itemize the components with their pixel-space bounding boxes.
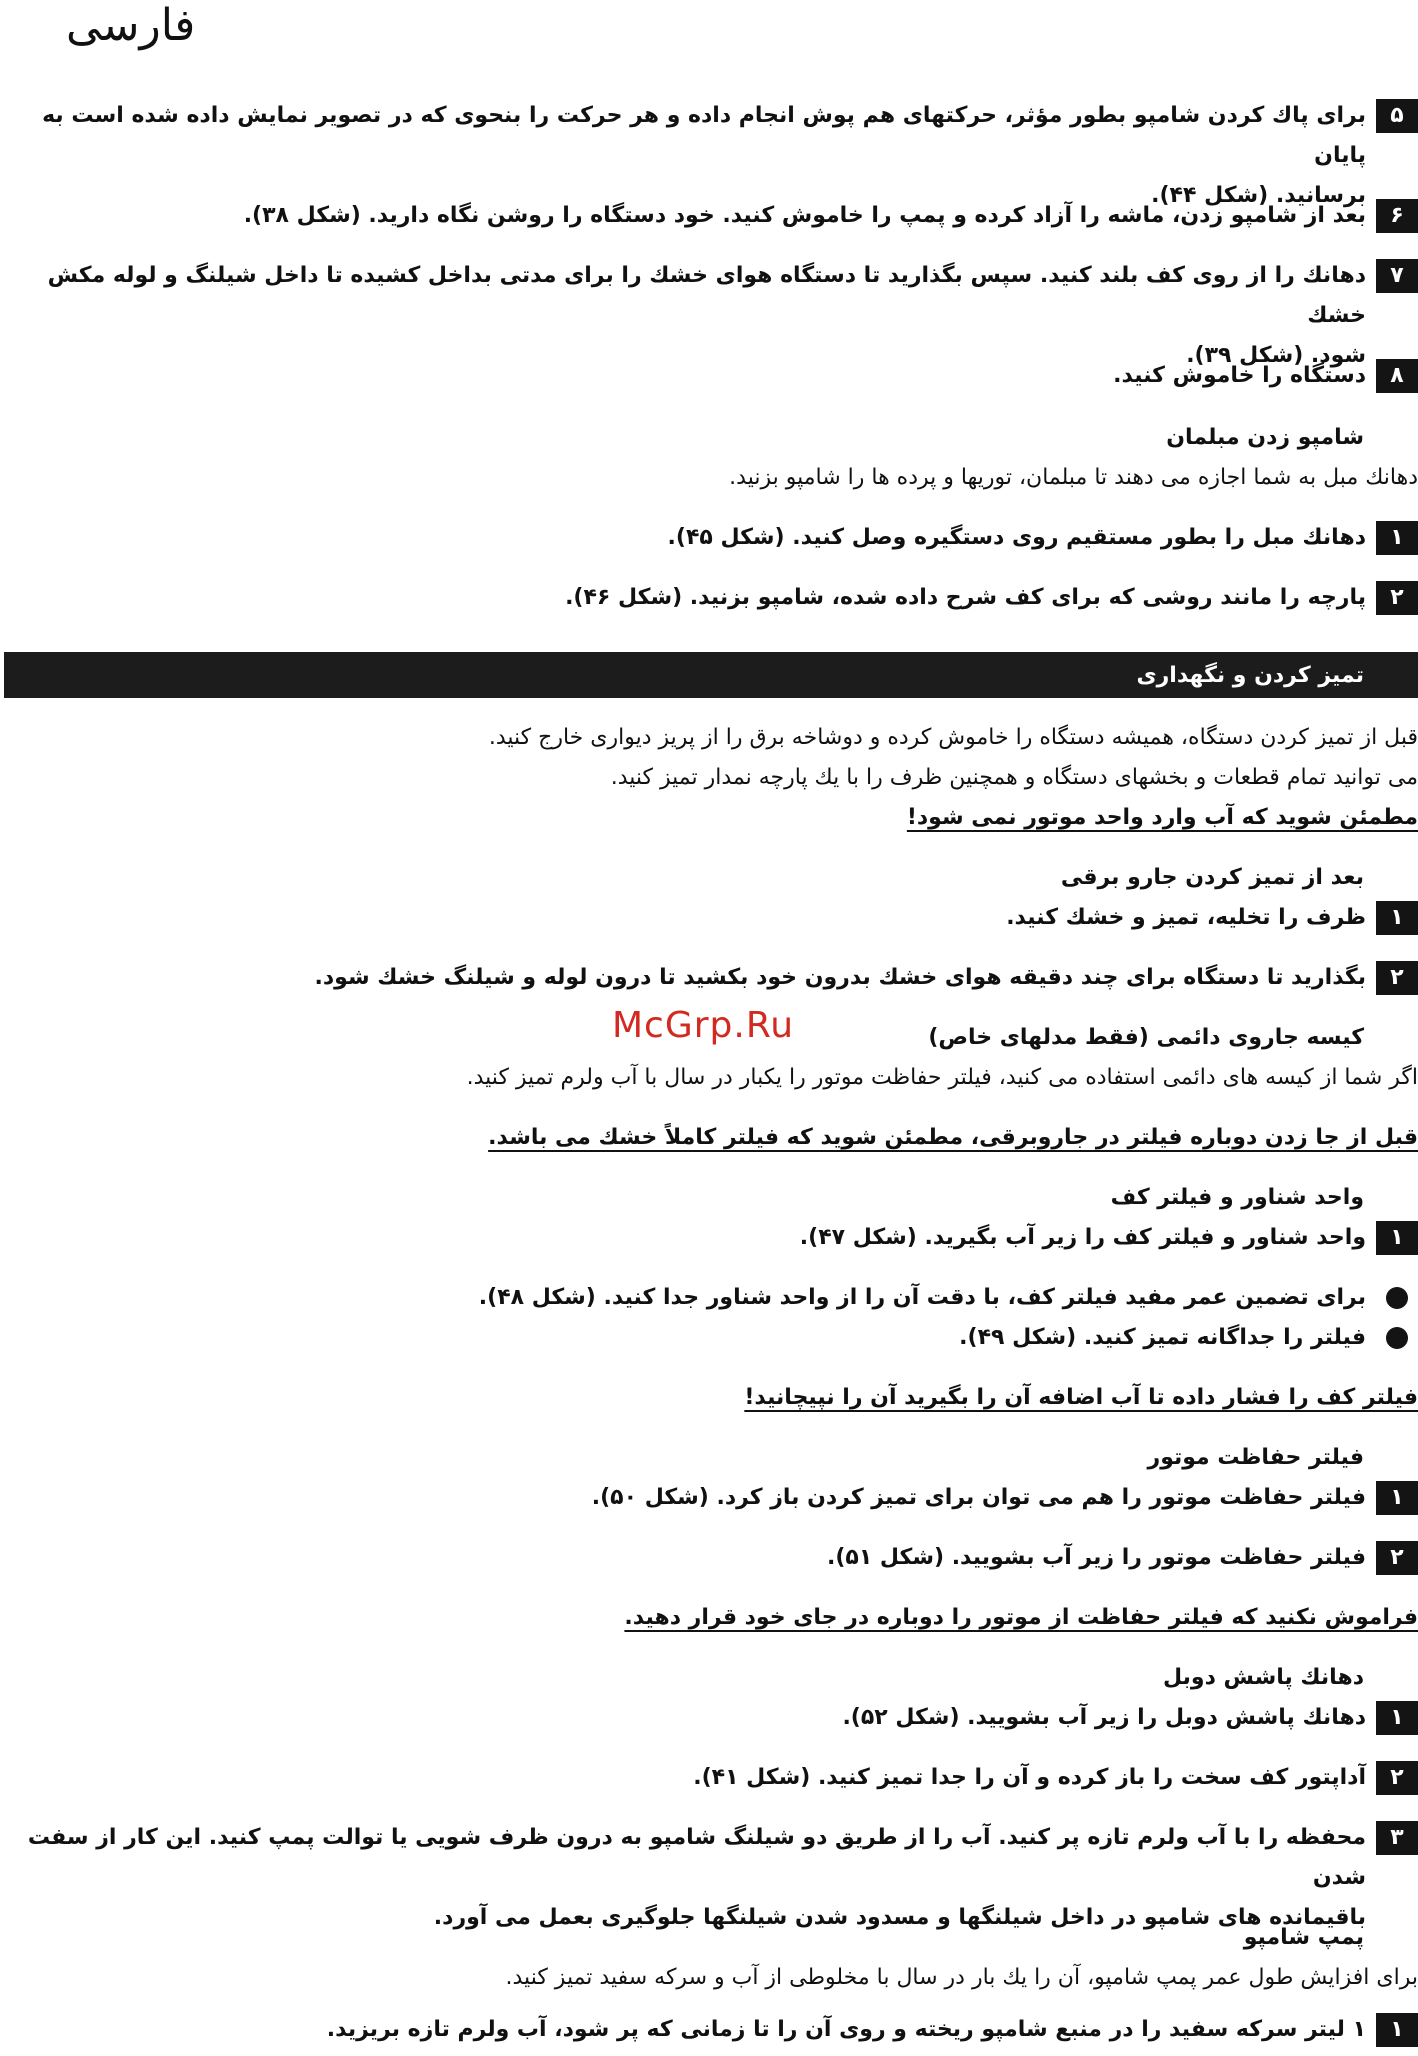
spray-nozzle-step-3 — [0, 1818, 1418, 1938]
step-number: ۵ — [1376, 99, 1418, 133]
step-number: ۱ — [1376, 1701, 1418, 1735]
furniture-title: شامپو زدن مبلمان — [1166, 425, 1364, 450]
step-text-line: محفظه را با آب ولرم تازه پر كنید. آب را از طریق دو شیلنگ شامپو به درون ظرف شویی یا توالت پمپ كنید. این كار از سفت شدن — [27, 1825, 1366, 1890]
step-number: ۱ — [1376, 521, 1418, 555]
step-number: ۲ — [1376, 581, 1418, 615]
step-number: ۲ — [1376, 1761, 1418, 1795]
furniture-step-2 — [0, 578, 1418, 618]
furniture-step-1 — [0, 518, 1418, 558]
step-text: آداپتور كف سخت را باز كرده و آن را جدا تمیز كنید. (شكل ۴۱). — [693, 1765, 1366, 1790]
permanent-bag-warning: قبل از جا زدن دوباره فیلتر در جاروبرقی، مطمئن شوید كه فیلتر كاملاً خشك می باشد. — [488, 1125, 1418, 1150]
step-text: دستگاه را خاموش كنید. — [1113, 363, 1366, 388]
step-number: ۱ — [1376, 901, 1418, 935]
float-unit-step-1 — [0, 1218, 1418, 1258]
step-text: دهانك پاشش دوبل را زیر آب بشویید. (شكل ۵۲). — [842, 1705, 1366, 1730]
step-8 — [0, 356, 1418, 396]
step-text-line: باقیمانده های شامپو در داخل شیلنگها و مسدود شدن شیلنگها جلوگیری بعمل می آورد. — [433, 1905, 1366, 1930]
step-number: ۲ — [1376, 1541, 1418, 1575]
float-unit-bullet-1 — [0, 1278, 1418, 1318]
step-text: فیلتر حفاظت موتور را هم می توان برای تمیز كردن باز كرد. (شكل ۵۰). — [591, 1485, 1366, 1510]
cleaning-intro-1: قبل از تمیز كردن دستگاه، همیشه دستگاه را خاموش كرده و دوشاخه برق را از پریز دیواری خارج كنید. — [488, 725, 1418, 750]
bullet-icon — [1386, 1327, 1408, 1349]
step-number: ۱ — [1376, 1481, 1418, 1515]
step-text: بعد از شامپو زدن، ماشه را آزاد كرده و پمپ را خاموش كنید. خود دستگاه را روشن نگاه دارید. (شكل ۳۸). — [243, 203, 1366, 228]
cleaning-intro-2: می توانید تمام قطعات و بخشهای دستگاه و همچنین ظرف را با یك پارچه نمدار تمیز كنید. — [610, 765, 1418, 790]
bullet-text: فیلتر را جداگانه تمیز كنید. (شكل ۴۹). — [959, 1325, 1366, 1350]
motor-filter-warning: فراموش نكنید كه فیلتر حفاظت از موتور را دوباره در جای خود قرار دهید. — [624, 1605, 1418, 1630]
step-text-line: دهانك را از روی كف بلند كنید. سپس بگذارید تا دستگاه هوای خشك را برای مدتی بداخل كشیده تا داخل شیلنگ و لوله مكش خشك — [47, 263, 1366, 328]
pump-step-1 — [0, 2010, 1418, 2050]
after-cleaning-title: بعد از تمیز كردن جارو برقی — [1060, 865, 1364, 890]
step-number: ۱ — [1376, 1221, 1418, 1255]
float-unit-title: واحد شناور و فیلتر كف — [1110, 1185, 1364, 1210]
step-text-line: برسانید. (شكل ۴۴). — [1151, 183, 1366, 208]
step-text-line: شود. (شكل ۳۹). — [1186, 343, 1366, 368]
after-cleaning-step-1 — [0, 898, 1418, 938]
motor-filter-step-1 — [0, 1478, 1418, 1518]
step-text: ظرف را تخلیه، تمیز و خشك كنید. — [1006, 905, 1366, 930]
step-number: ۷ — [1376, 259, 1418, 293]
pump-text: برای افزایش طول عمر پمپ شامپو، آن را یك بار در سال با مخلوطی از آب و سركه سفید تمیز كنید. — [505, 1965, 1418, 1990]
watermark: McGrp.Ru — [612, 1005, 795, 1046]
step-6 — [0, 196, 1418, 236]
pump-title: پمپ شامپو — [1243, 1925, 1364, 1950]
motor-filter-title: فیلتر حفاظت موتور — [1147, 1445, 1364, 1470]
bullet-text: برای تضمین عمر مفید فیلتر كف، با دقت آن را از واحد شناور جدا كنید. (شكل ۴۸). — [478, 1285, 1366, 1310]
cleaning-warning: مطمئن شوید كه آب وارد واحد موتور نمی شود! — [906, 805, 1418, 830]
section-title: تمیز كردن و نگهداری — [1136, 663, 1364, 688]
section-header-bar — [4, 652, 1418, 698]
step-number: ۳ — [1376, 1821, 1418, 1855]
permanent-bag-title: كیسه جاروی دائمی (فقط مدلهای خاص) — [928, 1025, 1364, 1050]
step-text: دهانك مبل را بطور مستقیم روی دستگیره وصل كنید. (شكل ۴۵). — [667, 525, 1366, 550]
step-text: پارچه را مانند روشی كه برای كف شرح داده شده، شامپو بزنید. (شكل ۴۶). — [565, 585, 1366, 610]
float-unit-warning: فیلتر كف را فشار داده تا آب اضافه آن را بگیرید آن را نپیچانید! — [744, 1385, 1418, 1410]
permanent-bag-text: اگر شما از كیسه های دائمی استفاده می كنید، فیلتر حفاظت موتور را یكبار در سال با آب ولرم تمیز كنید. — [466, 1065, 1418, 1090]
step-text: فیلتر حفاظت موتور را زیر آب بشویید. (شكل ۵۱). — [826, 1545, 1366, 1570]
step-text-line: برای پاك كردن شامپو بطور مؤثر، حركتهای هم پوش انجام داده و هر حركت را بنحوی كه در تصویر نمایش داده شده است به پایان — [42, 103, 1366, 168]
step-text: واحد شناور و فیلتر كف را زیر آب بگیرید. (شكل ۴۷). — [799, 1225, 1366, 1250]
step-text: بگذارید تا دستگاه برای چند دقیقه هوای خشك بدرون خود بكشید تا درون لوله و شیلنگ خشك شود. — [314, 965, 1366, 990]
float-unit-bullet-2 — [0, 1318, 1418, 1358]
bullet-icon — [1386, 1287, 1408, 1309]
spray-nozzle-step-1 — [0, 1698, 1418, 1738]
step-number: ۱ — [1376, 2013, 1418, 2047]
step-text: ۱ لیتر سركه سفید را در منبع شامپو ریخته و روی آن را تا زمانی كه پر شود، آب ولرم تازه بریزید. — [326, 2017, 1366, 2042]
step-number: ۸ — [1376, 359, 1418, 393]
after-cleaning-step-2 — [0, 958, 1418, 998]
language-label: فارسی — [66, 0, 196, 51]
step-number: ۶ — [1376, 199, 1418, 233]
motor-filter-step-2 — [0, 1538, 1418, 1578]
spray-nozzle-title: دهانك پاشش دوبل — [1163, 1665, 1364, 1690]
furniture-intro: دهانك مبل به شما اجازه می دهند تا مبلمان، توریها و پرده ها را شامپو بزنید. — [729, 465, 1418, 490]
step-number: ۲ — [1376, 961, 1418, 995]
spray-nozzle-step-2 — [0, 1758, 1418, 1798]
